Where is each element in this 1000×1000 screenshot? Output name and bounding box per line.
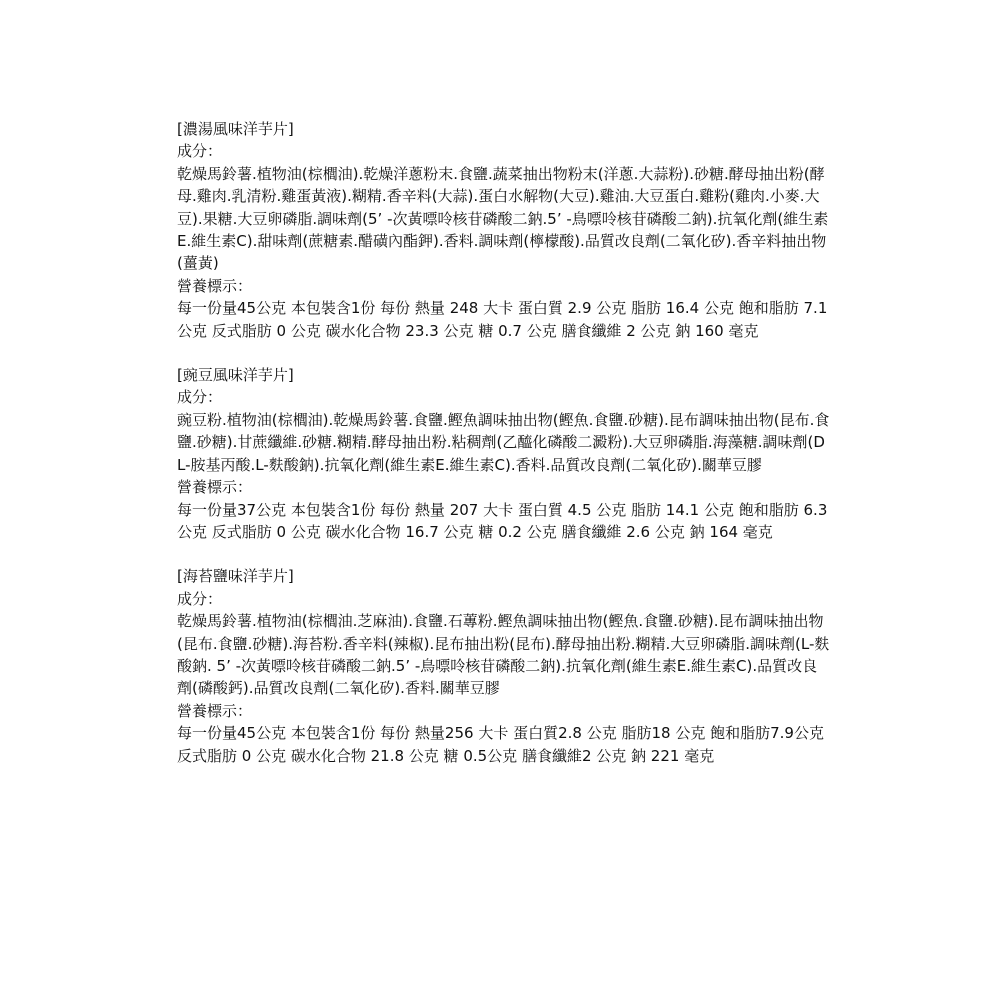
nutrition-text: 每一份量45公克 本包裝含1份 每份 熱量 248 大卡 蛋白質 2.9 公克 脂肪 16.4 公克 飽和脂肪 7.1 公克 反式脂肪 0 公克 碳水化合物 23.3 公克 糖 0.7 公克 膳食纖維 2 公克 鈉 160 毫克 xyxy=(177,299,828,340)
nutrition-label: 營養標示： xyxy=(177,276,253,295)
ingredients-label: 成分： xyxy=(177,388,223,407)
section-pea-flavor xyxy=(177,364,832,543)
product-info-document xyxy=(177,118,832,789)
nutrition-label: 營養標示： xyxy=(177,701,253,720)
nutrition-label: 營養標示： xyxy=(177,478,253,497)
section-seaweed-salt-flavor xyxy=(177,565,832,767)
section-title: [海苔鹽味洋芋片] xyxy=(177,567,294,586)
section-title: [濃湯風味洋芋片] xyxy=(177,120,294,138)
ingredients-label: 成分： xyxy=(177,589,223,608)
nutrition-text: 每一份量37公克 本包裝含1份 每份 熱量 207 大卡 蛋白質 4.5 公克 脂肪 14.1 公克 飽和脂肪 6.3 公克 反式脂肪 0 公克 碳水化合物 16.7 公克 糖 0.2 公克 膳食纖維 2.6 公克 鈉 164 毫克 xyxy=(177,500,828,541)
section-title: [豌豆風味洋芋片] xyxy=(177,366,294,385)
nutrition-text: 每一份量45公克 本包裝含1份 每份 熱量256 大卡 蛋白質2.8 公克 脂肪18 公克 飽和脂肪7.9公克 反式脂肪 0 公克 碳水化合物 21.8 公克 糖 0.5公克 膳食纖維2 公克 鈉 221 毫克 xyxy=(177,724,824,765)
section-soup-flavor xyxy=(177,118,832,342)
ingredients-text: 豌豆粉.植物油(棕櫚油).乾燥馬鈴薯.食鹽.鰹魚調味抽出物(鰹魚.食鹽.砂糖).昆布調味抽出物(昆布.食鹽.砂糖).甘蔗纖維.砂糖.糊精.酵母抽出粉.粘稠劑(乙醯化磷酸二澱粉).大豆卵磷脂.海藻糖.調味劑(DL-胺基丙酸.L-麩酸鈉).抗氧化劑(維生素E.維生素C).香料.品質改良劑(二氧化矽).關華豆膠 xyxy=(177,410,830,474)
ingredients-text: 乾燥馬鈴薯.植物油(棕櫚油.芝麻油).食鹽.石蓴粉.鰹魚調味抽出物(鰹魚.食鹽.砂糖).昆布調味抽出物(昆布.食鹽.砂糖).海苔粉.香辛料(辣椒).昆布抽出粉(昆布).酵母抽出粉.糊精.大豆卵磷脂.調味劑(L-麩酸鈉. 5’ -次黃嘌呤核苷磷酸二鈉.5’ -鳥嘌呤核苷磷酸二鈉).抗氧化劑(維生素E.維生素C).品質改良劑(磷酸鈣).品質改良劑(二氧化矽).香料.關華豆膠 xyxy=(177,612,830,698)
ingredients-label: 成分： xyxy=(177,142,223,161)
ingredients-text: 乾燥馬鈴薯.植物油(棕櫚油).乾燥洋蔥粉末.食鹽.蔬菜抽出物粉末(洋蔥.大蒜粉).砂糖.酵母抽出粉(酵母.雞肉.乳清粉.雞蛋黃液).糊精.香辛料(大蒜).蛋白水解物(大豆).雞油.大豆蛋白.雞粉(雞肉.小麥.大豆).果糖.大豆卵磷脂.調味劑(5’ -次黃嘌呤核苷磷酸二鈉.5’ -鳥嘌呤核苷磷酸二鈉).抗氧化劑(維生素E.維生素C).甜味劑(蔗糖素.醋磺內酯鉀).香料.調味劑(檸檬酸).品質改良劑(二氧化矽).香辛料抽出物(薑黃) xyxy=(177,164,829,273)
